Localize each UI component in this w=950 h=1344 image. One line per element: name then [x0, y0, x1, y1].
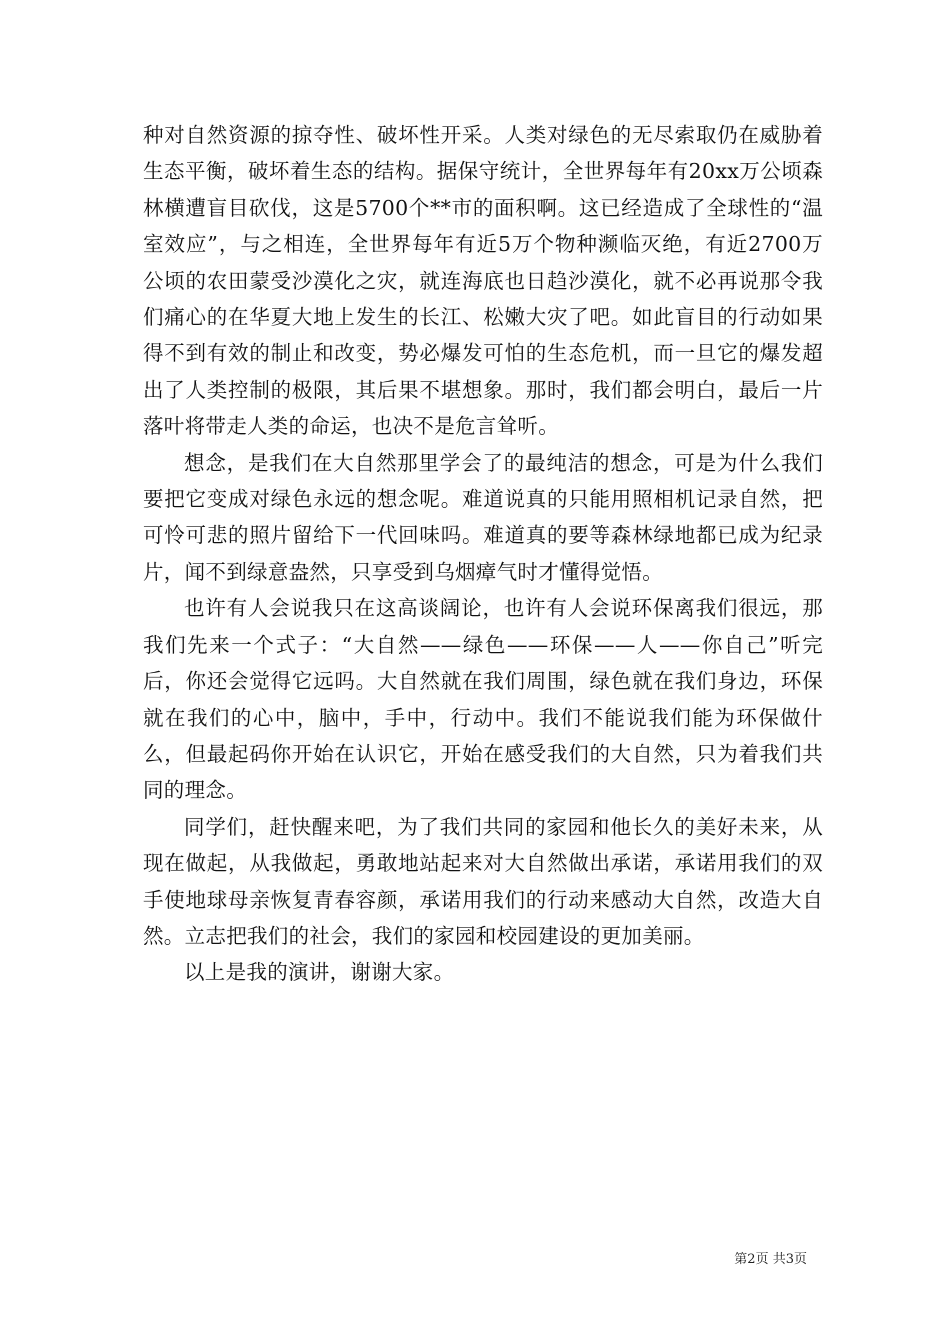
- document-body: [143, 117, 823, 991]
- paragraph-continued: 种对自然资源的掠夺性、破坏性开采。人类对绿色的无尽索取仍在威胁着生态平衡，破坏着生态的结构。据保守统计，全世界每年有20xx万公顷森林横遭盲目砍伐，这是5700个**市的面积啊。这已经造成了全球性的“温室效应”，与之相连，全世界每年有近5万个物种濒临灭绝，有近2700万公顷的农田蒙受沙漠化之灾，就连海底也日趋沙漠化，就不必再说那令我们痛心的在华夏大地上发生的长江、松嫩大灾了吧。如此盲目的行动如果得不到有效的制止和改变，势必爆发可怕的生态危机，而一旦它的爆发超出了人类控制的极限，其后果不堪想象。那时，我们都会明白，最后一片落叶将带走人类的命运，也决不是危言耸听。: [143, 123, 823, 439]
- page-number-footer: [734, 1248, 807, 1267]
- paragraph: 同学们，赶快醒来吧，为了我们共同的家园和他长久的美好未来，从现在做起，从我做起，勇敢地站起来对大自然做出承诺，承诺用我们的双手使地球母亲恢复青春容颜，承诺用我们的行动来感动大自然，改造大自然。立志把我们的社会，我们的家园和校园建设的更加美丽。: [143, 814, 823, 948]
- current-page-number: 2: [747, 1252, 756, 1267]
- paragraph-closing: 以上是我的演讲，谢谢大家。: [184, 960, 455, 985]
- paragraph: 也许有人会说我只在这高谈阔论，也许有人会说环保离我们很远，那我们先来一个式子：“大自然——绿色——环保——人——你自己”听完后，你还会觉得它远吗。大自然就在我们周围，绿色就在我们身边，环保就在我们的心中，脑中，手中，行动中。我们不能说我们能为环保做什么，但最起码你开始在认识它，开始在感受我们的大自然，只为着我们共同的理念。: [143, 596, 823, 803]
- footer-prefix: 第: [734, 1252, 748, 1267]
- footer-suffix: 页: [793, 1252, 807, 1267]
- total-pages-number: 3: [785, 1252, 794, 1267]
- footer-middle: 页 共: [755, 1252, 786, 1267]
- paragraph: 想念，是我们在大自然那里学会了的最纯洁的想念，可是为什么我们要把它变成对绿色永远的想念呢。难道说真的只能用照相机记录自然，把可怜可悲的照片留给下一代回味吗。难道真的要等森林绿地都已成为纪录片，闻不到绿意盎然，只享受到乌烟瘴气时才懂得觉悟。: [143, 450, 823, 584]
